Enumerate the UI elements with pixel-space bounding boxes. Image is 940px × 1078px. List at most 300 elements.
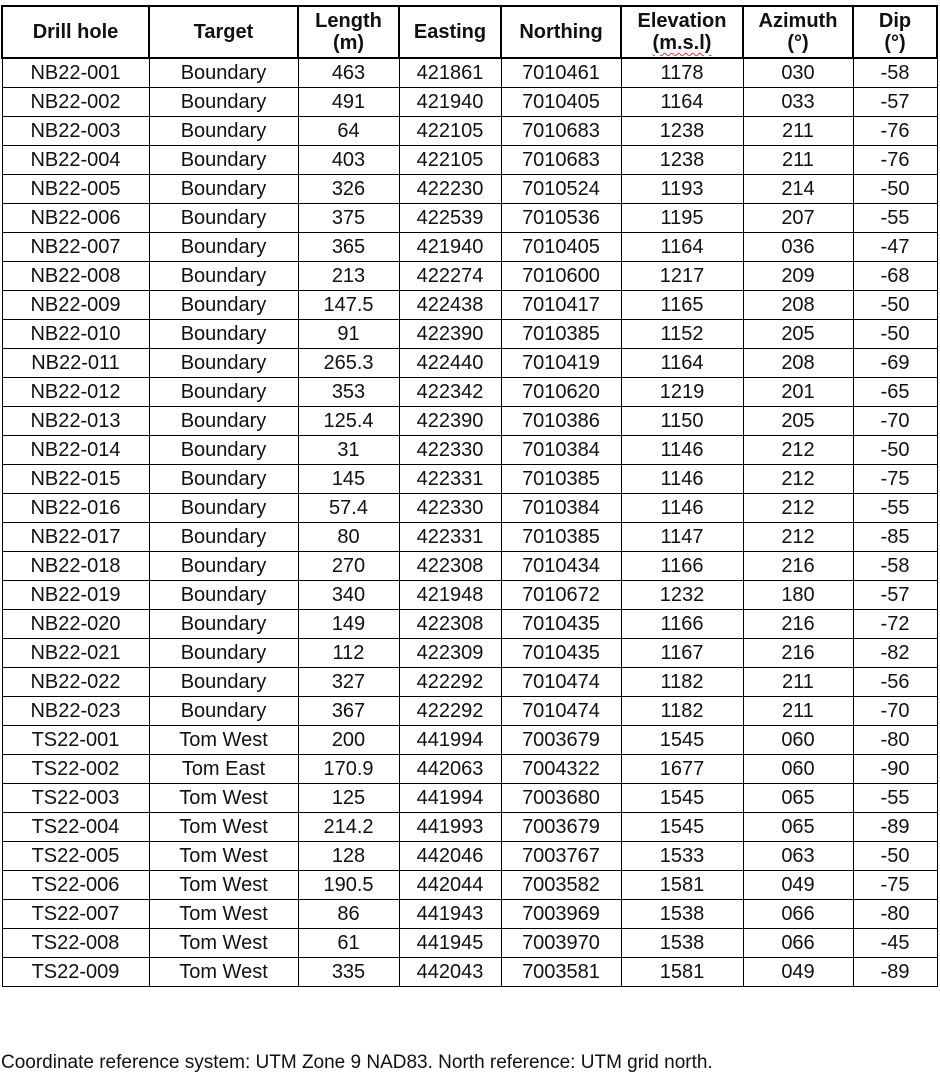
cell-length: 147.5: [298, 291, 399, 320]
cell-easting: 422330: [399, 494, 501, 523]
header-dip-unit: (°): [884, 32, 906, 54]
cell-elevation: 1219: [621, 378, 743, 407]
cell-easting: 422230: [399, 175, 501, 204]
cell-azimuth: 212: [743, 465, 853, 494]
cell-easting: 422390: [399, 320, 501, 349]
cell-target: Boundary: [149, 378, 298, 407]
cell-easting: 441994: [399, 784, 501, 813]
table-row: [2, 697, 937, 726]
table-row: [2, 842, 937, 871]
cell-drill-hole: NB22-009: [2, 291, 149, 320]
cell-azimuth: 212: [743, 523, 853, 552]
footnote: Coordinate reference system: UTM Zone 9 NAD83. North reference: UTM grid north.: [1, 1052, 713, 1073]
cell-easting: 422440: [399, 349, 501, 378]
cell-length: 200: [298, 726, 399, 755]
cell-dip: -57: [853, 581, 937, 610]
cell-drill-hole: TS22-005: [2, 842, 149, 871]
cell-northing: 7003581: [501, 958, 621, 987]
cell-dip: -80: [853, 726, 937, 755]
cell-northing: 7010405: [501, 233, 621, 262]
cell-target: Boundary: [149, 465, 298, 494]
header-northing-label: Northing: [519, 21, 603, 43]
cell-target: Boundary: [149, 88, 298, 117]
cell-elevation: 1193: [621, 175, 743, 204]
cell-elevation: 1164: [621, 88, 743, 117]
cell-northing: 7010474: [501, 668, 621, 697]
cell-easting: 422105: [399, 117, 501, 146]
cell-drill-hole: NB22-016: [2, 494, 149, 523]
cell-length: 128: [298, 842, 399, 871]
cell-elevation: 1167: [621, 639, 743, 668]
cell-azimuth: 211: [743, 668, 853, 697]
cell-easting: 422331: [399, 465, 501, 494]
cell-target: Tom West: [149, 813, 298, 842]
cell-length: 375: [298, 204, 399, 233]
cell-easting: 422308: [399, 552, 501, 581]
cell-drill-hole: NB22-006: [2, 204, 149, 233]
cell-northing: 7010435: [501, 610, 621, 639]
cell-elevation: 1232: [621, 581, 743, 610]
cell-elevation: 1182: [621, 697, 743, 726]
cell-dip: -55: [853, 204, 937, 233]
cell-easting: 441994: [399, 726, 501, 755]
cell-length: 31: [298, 436, 399, 465]
cell-drill-hole: TS22-002: [2, 755, 149, 784]
cell-azimuth: 049: [743, 871, 853, 900]
cell-dip: -80: [853, 900, 937, 929]
cell-length: 491: [298, 88, 399, 117]
cell-target: Boundary: [149, 320, 298, 349]
cell-northing: 7010434: [501, 552, 621, 581]
cell-target: Boundary: [149, 117, 298, 146]
cell-drill-hole: NB22-010: [2, 320, 149, 349]
table-row: [2, 784, 937, 813]
cell-elevation: 1178: [621, 58, 743, 88]
cell-elevation: 1545: [621, 813, 743, 842]
cell-dip: -70: [853, 697, 937, 726]
cell-dip: -72: [853, 610, 937, 639]
cell-northing: 7010600: [501, 262, 621, 291]
cell-easting: 421948: [399, 581, 501, 610]
cell-target: Boundary: [149, 581, 298, 610]
cell-elevation: 1538: [621, 929, 743, 958]
cell-dip: -58: [853, 552, 937, 581]
cell-azimuth: 216: [743, 610, 853, 639]
cell-northing: 7010384: [501, 494, 621, 523]
cell-target: Boundary: [149, 436, 298, 465]
cell-target: Boundary: [149, 610, 298, 639]
cell-easting: 442043: [399, 958, 501, 987]
cell-elevation: 1533: [621, 842, 743, 871]
cell-drill-hole: NB22-002: [2, 88, 149, 117]
cell-length: 265.3: [298, 349, 399, 378]
table-row: [2, 755, 937, 784]
cell-dip: -50: [853, 436, 937, 465]
cell-easting: 422390: [399, 407, 501, 436]
cell-azimuth: 214: [743, 175, 853, 204]
cell-target: Tom West: [149, 958, 298, 987]
cell-dip: -89: [853, 958, 937, 987]
cell-northing: 7003970: [501, 929, 621, 958]
cell-azimuth: 060: [743, 755, 853, 784]
table-row: [2, 204, 937, 233]
table-row: [2, 233, 937, 262]
cell-elevation: 1164: [621, 349, 743, 378]
table-row: [2, 552, 937, 581]
cell-target: Boundary: [149, 262, 298, 291]
cell-length: 326: [298, 175, 399, 204]
cell-easting: 422309: [399, 639, 501, 668]
cell-elevation: 1164: [621, 233, 743, 262]
cell-target: Tom West: [149, 871, 298, 900]
cell-dip: -58: [853, 58, 937, 88]
cell-easting: 441993: [399, 813, 501, 842]
cell-northing: 7003679: [501, 813, 621, 842]
cell-target: Boundary: [149, 349, 298, 378]
cell-elevation: 1146: [621, 436, 743, 465]
cell-drill-hole: TS22-001: [2, 726, 149, 755]
cell-northing: 7010384: [501, 436, 621, 465]
cell-target: Boundary: [149, 204, 298, 233]
cell-drill-hole: NB22-014: [2, 436, 149, 465]
cell-length: 57.4: [298, 494, 399, 523]
cell-easting: 442063: [399, 755, 501, 784]
cell-dip: -50: [853, 175, 937, 204]
cell-elevation: 1538: [621, 900, 743, 929]
header-azimuth: [743, 6, 853, 58]
cell-dip: -47: [853, 233, 937, 262]
cell-dip: -76: [853, 117, 937, 146]
header-length-unit: (m): [332, 32, 365, 54]
header-easting-label: Easting: [413, 21, 487, 43]
cell-drill-hole: NB22-015: [2, 465, 149, 494]
cell-northing: 7003679: [501, 726, 621, 755]
cell-length: 403: [298, 146, 399, 175]
cell-length: 125.4: [298, 407, 399, 436]
cell-length: 145: [298, 465, 399, 494]
cell-azimuth: 216: [743, 552, 853, 581]
cell-target: Boundary: [149, 146, 298, 175]
header-northing: [501, 6, 621, 58]
cell-northing: 7010435: [501, 639, 621, 668]
header-elevation-label: Elevation: [637, 10, 727, 32]
cell-easting: 421861: [399, 58, 501, 88]
cell-azimuth: 211: [743, 146, 853, 175]
cell-drill-hole: TS22-003: [2, 784, 149, 813]
cell-drill-hole: NB22-023: [2, 697, 149, 726]
cell-drill-hole: NB22-017: [2, 523, 149, 552]
cell-drill-hole: NB22-012: [2, 378, 149, 407]
cell-northing: 7003767: [501, 842, 621, 871]
cell-northing: 7010385: [501, 465, 621, 494]
table-body: [2, 58, 937, 987]
cell-drill-hole: NB22-021: [2, 639, 149, 668]
cell-target: Boundary: [149, 58, 298, 88]
table-row: [2, 436, 937, 465]
cell-azimuth: 205: [743, 320, 853, 349]
cell-target: Boundary: [149, 639, 298, 668]
cell-drill-hole: NB22-020: [2, 610, 149, 639]
cell-target: Boundary: [149, 175, 298, 204]
cell-elevation: 1152: [621, 320, 743, 349]
cell-azimuth: 036: [743, 233, 853, 262]
cell-azimuth: 060: [743, 726, 853, 755]
cell-elevation: 1150: [621, 407, 743, 436]
table-row: [2, 610, 937, 639]
cell-azimuth: 033: [743, 88, 853, 117]
cell-dip: -90: [853, 755, 937, 784]
table-row: [2, 581, 937, 610]
cell-easting: 421940: [399, 233, 501, 262]
cell-dip: -45: [853, 929, 937, 958]
cell-azimuth: 066: [743, 900, 853, 929]
header-row: [2, 6, 937, 58]
cell-azimuth: 211: [743, 697, 853, 726]
cell-drill-hole: TS22-006: [2, 871, 149, 900]
cell-length: 149: [298, 610, 399, 639]
cell-easting: 441943: [399, 900, 501, 929]
cell-azimuth: 049: [743, 958, 853, 987]
cell-easting: 422292: [399, 668, 501, 697]
cell-northing: 7010620: [501, 378, 621, 407]
cell-azimuth: 065: [743, 813, 853, 842]
cell-elevation: 1146: [621, 465, 743, 494]
cell-target: Boundary: [149, 494, 298, 523]
cell-elevation: 1195: [621, 204, 743, 233]
header-dip-label: Dip: [878, 10, 912, 32]
cell-easting: 422274: [399, 262, 501, 291]
header-target: [149, 6, 298, 58]
cell-azimuth: 208: [743, 291, 853, 320]
cell-length: 170.9: [298, 755, 399, 784]
cell-drill-hole: NB22-022: [2, 668, 149, 697]
cell-length: 213: [298, 262, 399, 291]
cell-length: 270: [298, 552, 399, 581]
cell-northing: 7010405: [501, 88, 621, 117]
header-drill-hole: [2, 6, 149, 58]
cell-azimuth: 211: [743, 117, 853, 146]
cell-easting: 422331: [399, 523, 501, 552]
cell-length: 365: [298, 233, 399, 262]
cell-dip: -69: [853, 349, 937, 378]
cell-dip: -82: [853, 639, 937, 668]
cell-length: 64: [298, 117, 399, 146]
table-row: [2, 465, 937, 494]
cell-northing: 7010474: [501, 697, 621, 726]
cell-dip: -85: [853, 523, 937, 552]
cell-target: Tom West: [149, 900, 298, 929]
cell-northing: 7010536: [501, 204, 621, 233]
cell-target: Boundary: [149, 291, 298, 320]
cell-drill-hole: NB22-011: [2, 349, 149, 378]
cell-target: Boundary: [149, 552, 298, 581]
cell-easting: 422105: [399, 146, 501, 175]
table-row: [2, 813, 937, 842]
cell-target: Boundary: [149, 523, 298, 552]
cell-dip: -56: [853, 668, 937, 697]
cell-northing: 7003969: [501, 900, 621, 929]
header-azimuth-label: Azimuth: [758, 10, 838, 32]
cell-northing: 7003680: [501, 784, 621, 813]
cell-northing: 7010419: [501, 349, 621, 378]
cell-easting: 422342: [399, 378, 501, 407]
header-drill-hole-label: Drill hole: [32, 21, 119, 43]
cell-northing: 7010386: [501, 407, 621, 436]
header-azimuth-unit: (°): [787, 32, 809, 54]
cell-azimuth: 065: [743, 784, 853, 813]
cell-length: 463: [298, 58, 399, 88]
table-row: [2, 117, 937, 146]
cell-target: Tom West: [149, 784, 298, 813]
cell-northing: 7010683: [501, 117, 621, 146]
header-easting: [399, 6, 501, 58]
cell-length: 340: [298, 581, 399, 610]
cell-target: Boundary: [149, 407, 298, 436]
cell-length: 353: [298, 378, 399, 407]
cell-azimuth: 216: [743, 639, 853, 668]
cell-length: 91: [298, 320, 399, 349]
cell-elevation: 1147: [621, 523, 743, 552]
cell-elevation: 1217: [621, 262, 743, 291]
cell-dip: -50: [853, 842, 937, 871]
cell-drill-hole: NB22-004: [2, 146, 149, 175]
cell-elevation: 1238: [621, 146, 743, 175]
cell-drill-hole: NB22-007: [2, 233, 149, 262]
table-row: [2, 320, 937, 349]
cell-easting: 422539: [399, 204, 501, 233]
cell-dip: -70: [853, 407, 937, 436]
cell-dip: -55: [853, 494, 937, 523]
cell-azimuth: 063: [743, 842, 853, 871]
cell-azimuth: 030: [743, 58, 853, 88]
table-row: [2, 668, 937, 697]
table-row: [2, 407, 937, 436]
header-target-label: Target: [193, 21, 254, 43]
cell-elevation: 1166: [621, 552, 743, 581]
cell-northing: 7010672: [501, 581, 621, 610]
cell-target: Tom West: [149, 929, 298, 958]
cell-easting: 422292: [399, 697, 501, 726]
cell-easting: 422330: [399, 436, 501, 465]
cell-northing: 7010385: [501, 320, 621, 349]
cell-elevation: 1166: [621, 610, 743, 639]
cell-azimuth: 212: [743, 494, 853, 523]
cell-target: Boundary: [149, 233, 298, 262]
cell-elevation: 1677: [621, 755, 743, 784]
cell-easting: 442044: [399, 871, 501, 900]
table-row: [2, 262, 937, 291]
cell-length: 86: [298, 900, 399, 929]
cell-length: 327: [298, 668, 399, 697]
cell-northing: 7010524: [501, 175, 621, 204]
cell-drill-hole: TS22-004: [2, 813, 149, 842]
cell-length: 367: [298, 697, 399, 726]
table-row: [2, 871, 937, 900]
table-row: [2, 494, 937, 523]
cell-elevation: 1581: [621, 958, 743, 987]
cell-length: 335: [298, 958, 399, 987]
cell-azimuth: 207: [743, 204, 853, 233]
cell-azimuth: 180: [743, 581, 853, 610]
table-row: [2, 58, 937, 88]
table-row: [2, 523, 937, 552]
header-elevation: [621, 6, 743, 58]
cell-azimuth: 208: [743, 349, 853, 378]
cell-dip: -65: [853, 378, 937, 407]
cell-dip: -76: [853, 146, 937, 175]
cell-length: 190.5: [298, 871, 399, 900]
table-row: [2, 726, 937, 755]
cell-length: 214.2: [298, 813, 399, 842]
cell-azimuth: 201: [743, 378, 853, 407]
table-row: [2, 146, 937, 175]
cell-elevation: 1545: [621, 784, 743, 813]
header-length-label: Length: [315, 10, 382, 32]
cell-drill-hole: NB22-019: [2, 581, 149, 610]
cell-easting: 442046: [399, 842, 501, 871]
cell-azimuth: 209: [743, 262, 853, 291]
cell-elevation: 1545: [621, 726, 743, 755]
cell-target: Tom East: [149, 755, 298, 784]
cell-drill-hole: NB22-018: [2, 552, 149, 581]
table-row: [2, 929, 937, 958]
cell-azimuth: 066: [743, 929, 853, 958]
cell-easting: 421940: [399, 88, 501, 117]
header-dip: [853, 6, 937, 58]
cell-northing: 7010683: [501, 146, 621, 175]
cell-northing: 7010385: [501, 523, 621, 552]
table-row: [2, 88, 937, 117]
cell-azimuth: 205: [743, 407, 853, 436]
table-row: [2, 639, 937, 668]
cell-northing: 7004322: [501, 755, 621, 784]
cell-easting: 441945: [399, 929, 501, 958]
cell-dip: -75: [853, 465, 937, 494]
cell-target: Tom West: [149, 726, 298, 755]
cell-elevation: 1238: [621, 117, 743, 146]
cell-length: 61: [298, 929, 399, 958]
cell-elevation: 1165: [621, 291, 743, 320]
cell-target: Tom West: [149, 842, 298, 871]
cell-length: 80: [298, 523, 399, 552]
cell-drill-hole: NB22-005: [2, 175, 149, 204]
cell-azimuth: 212: [743, 436, 853, 465]
cell-easting: 422438: [399, 291, 501, 320]
header-length: [298, 6, 399, 58]
cell-drill-hole: TS22-007: [2, 900, 149, 929]
table-row: [2, 175, 937, 204]
cell-easting: 422308: [399, 610, 501, 639]
cell-drill-hole: NB22-013: [2, 407, 149, 436]
cell-dip: -75: [853, 871, 937, 900]
cell-elevation: 1182: [621, 668, 743, 697]
cell-dip: -50: [853, 320, 937, 349]
table-row: [2, 378, 937, 407]
table-row: [2, 958, 937, 987]
cell-dip: -68: [853, 262, 937, 291]
cell-drill-hole: NB22-001: [2, 58, 149, 88]
cell-drill-hole: NB22-003: [2, 117, 149, 146]
cell-dip: -57: [853, 88, 937, 117]
cell-dip: -50: [853, 291, 937, 320]
cell-northing: 7010417: [501, 291, 621, 320]
cell-drill-hole: TS22-009: [2, 958, 149, 987]
cell-dip: -55: [853, 784, 937, 813]
cell-elevation: 1581: [621, 871, 743, 900]
cell-drill-hole: NB22-008: [2, 262, 149, 291]
cell-target: Boundary: [149, 697, 298, 726]
cell-northing: 7010461: [501, 58, 621, 88]
